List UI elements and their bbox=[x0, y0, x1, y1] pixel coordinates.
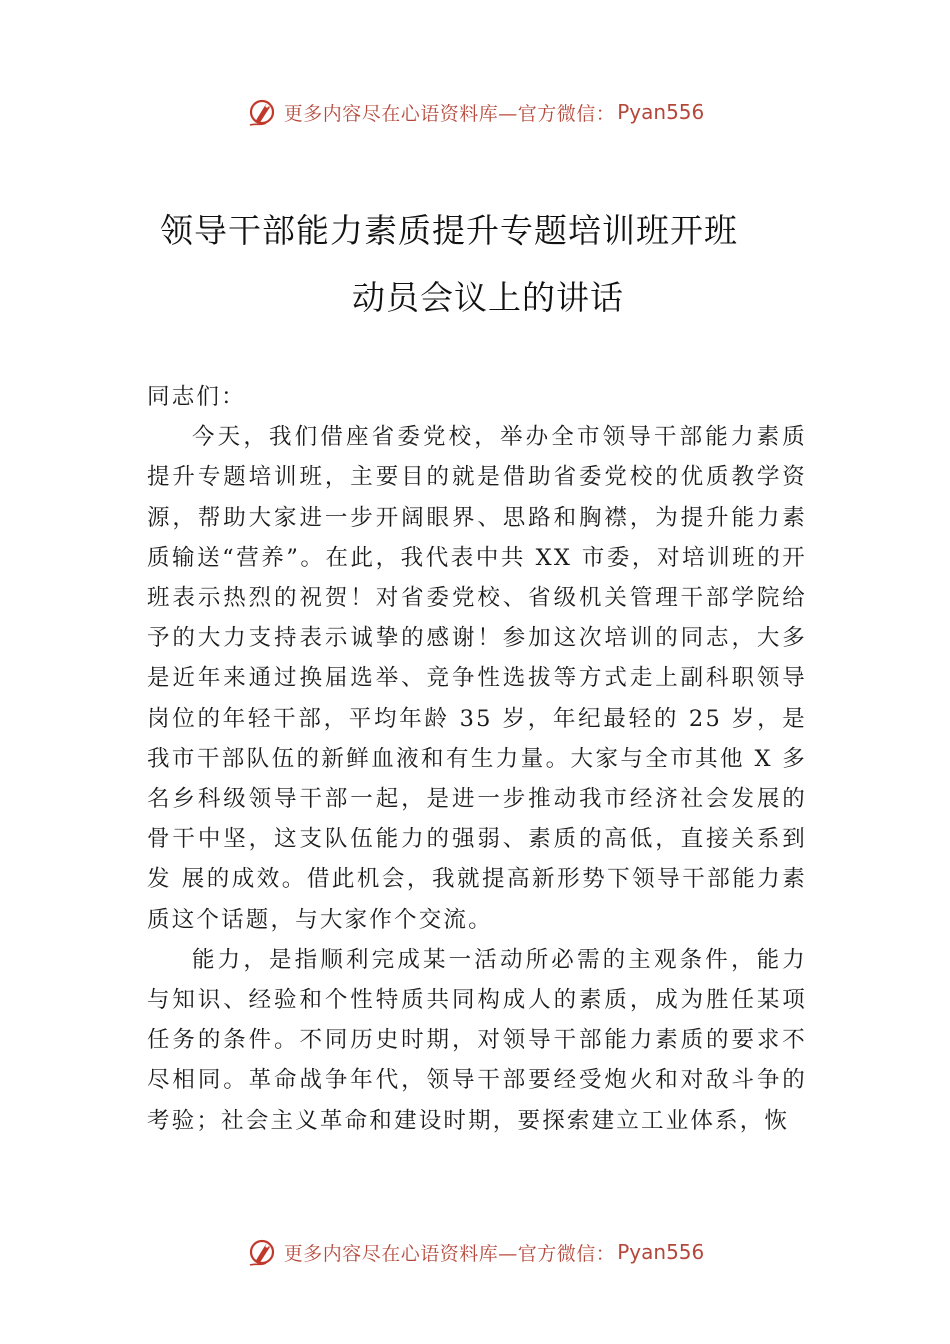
document-title-line2: 动员会议上的讲话 bbox=[352, 278, 624, 317]
document-body bbox=[147, 377, 807, 1141]
banner-text: 更多内容尽在心语资料库—官方微信： bbox=[283, 1242, 616, 1265]
footer-watermark-banner bbox=[0, 1232, 950, 1272]
header-watermark-banner bbox=[0, 92, 950, 132]
document-title-line1: 领导干部能力素质提升专题培训班开班 bbox=[160, 211, 738, 250]
pen-nib-logo-icon bbox=[246, 96, 278, 128]
pen-nib-logo-icon bbox=[246, 1236, 278, 1268]
banner-text: 更多内容尽在心语资料库—官方微信： bbox=[283, 102, 616, 125]
salutation: 同志们： bbox=[147, 384, 246, 410]
paragraph: 能力，是指顺利完成某一活动所必需的主观条件，能力与知识、经验和个性特质共同构成人的素质，成为胜任某项任务的条件。不同历史时期，对领导干部能力素质的要求不尽相同。革命战争年代，领导干部要经受炮火和对敌斗争的考验；社会主义革命和建设时期，要探索建立工业体系，恢 bbox=[147, 946, 807, 1134]
banner-wechat-id: Pyan556 bbox=[617, 1240, 705, 1264]
banner-wechat-id: Pyan556 bbox=[617, 100, 705, 124]
paragraph: 今天，我们借座省委党校，举办全市领导干部能力素质提升专题培训班，主要目的就是借助省委党校的优质教学资源，帮助大家进一步开阔眼界、思路和胸襟，为提升能力素质输送“营养”。在此，我代表中共 XX 市委，对培训班的开班表示热烈的祝贺！对省委党校、省级机关管理干部学院给予的大力支持表示诚挚的感谢！参加这次培训的同志，大多是近年来通过换届选举、竞争性选拔等方式走上副科职领导岗位的年轻干部，平均年龄 35 岁，年纪最轻的 25 岁，是我市干部队伍的新鲜血液和有生力量。大家与全市其他 X 多名乡科级领导干部一起，是进一步推动我市经济社会发展的骨干中坚，这支队伍能力的强弱、素质的高低，直接关系到发 展的成效。借此机会，我就提高新形势下领导干部能力素质这个话题，与大家作个交流。 bbox=[147, 424, 807, 933]
